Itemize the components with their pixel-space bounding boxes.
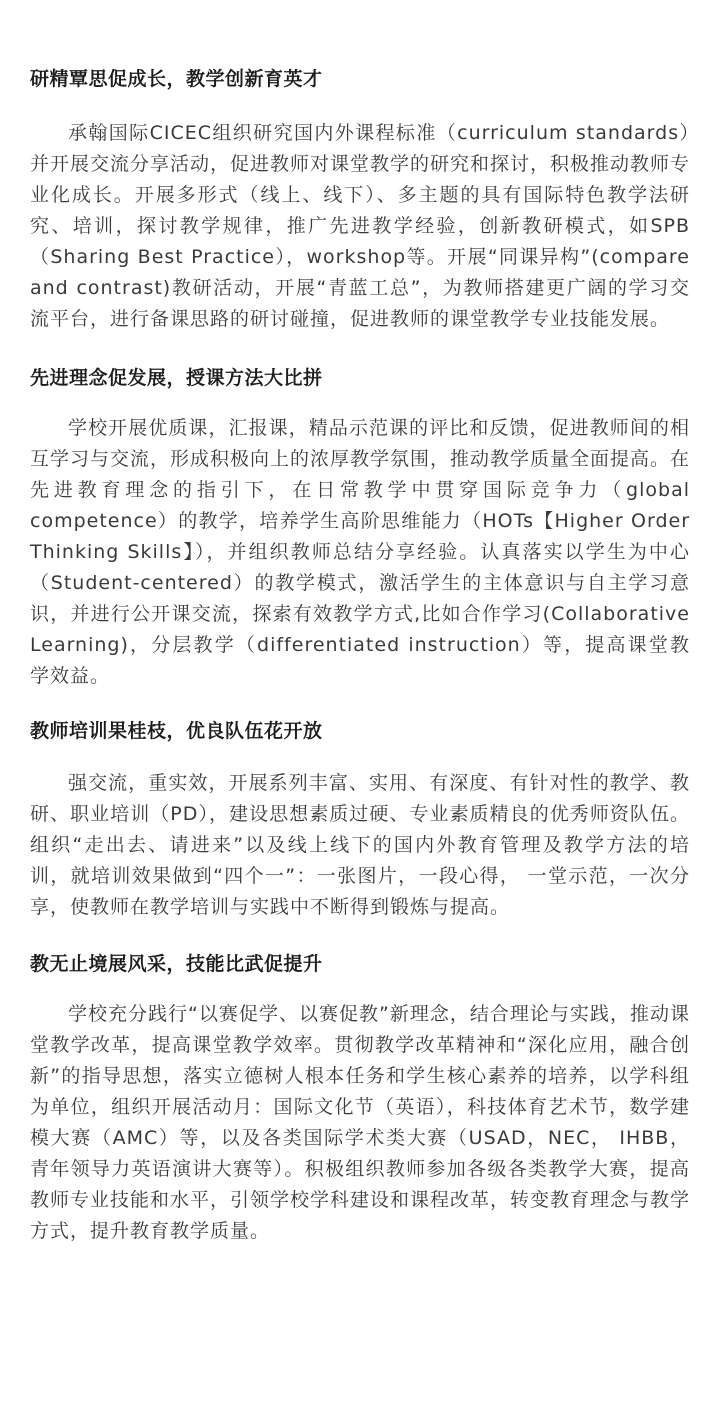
section-heading-concepts: 先进理念促发展，授课方法大比拼 — [30, 367, 323, 389]
section-body-training: 强交流，重实效，开展系列丰富、实用、有深度、有针对性的教学、教研、职业培训（PD），建设思想素质过硬、专业素质精良的优秀师资队伍。组织“走出去、请进来”以及线上线下的国内外教育管理及教学方法的培训，就培训效果做到“四个一”：一张图片，一段心得， 一堂示范，一次分享，使教师在教学培训与实践中不断得到锻炼与提高。 — [30, 772, 690, 918]
section-body-research: 承翰国际CICEC组织研究国内外课程标准（curriculum standards）并开展交流分享活动，促进教师对课堂教学的研究和探讨，积极推动教师专业化成长。开展多形式（线上、线下）、多主题的具有国际特色教学法研究、培训，探讨教学规律，推广先进教学经验，创新教研模式，如SPB（Sharing Best Practice），workshop等。开展“同课异构”(compare and contrast)教研活动，开展“青蓝工总”，为教师搭建更广阔的学习交流平台，进行备课思路的研讨碰撞，促进教师的课堂教学专业技能发展。 — [30, 122, 691, 330]
section-body-concepts: 学校开展优质课，汇报课，精品示范课的评比和反馈，促进教师间的相互学习与交流，形成积极向上的浓厚教学氛围，推动教学质量全面提高。在先进教育理念的指引下，在日常教学中贯穿国际竞争力（global competence）的教学，培养学生高阶思维能力（HOTs【Higher Order Thinking Skills】），并组织教师总结分享经验。认真落实以学生为中心（Student-centered）的教学模式，激活学生的主体意识与自主学习意识，并进行公开课交流，探索有效教学方式,比如合作学习(Collaborative Learning)，分层教学（differentiated instruction）等，提高课堂教学效益。 — [30, 417, 691, 687]
section-heading-research: 研精覃思促成长，教学创新育英才 — [30, 68, 323, 90]
section-body-competition: 学校充分践行“以赛促学、以赛促教”新理念，结合理论与实践，推动课堂教学改革，提高课堂教学效率。贯彻教学改革精神和“深化应用，融合创新”的指导思想，落实立德树人根本任务和学生核心素养的培养，以学科组为单位，组织开展活动月：国际文化节（英语），科技体育艺术节，数学建模大赛（AMC）等，以及各类国际学术类大赛（USAD，NEC， IHBB，青年领导力英语演讲大赛等）。积极组织教师参加各级各类教学大赛，提高教师专业技能和水平，引领学校学科建设和课程改革，转变教育理念与教学方式，提升教育教学质量。 — [30, 1003, 691, 1242]
article — [30, 62, 690, 1247]
section-heading-training: 教师培训果桂枝，优良队伍花开放 — [30, 720, 323, 742]
section-heading-competition: 教无止境展风采，技能比武促提升 — [30, 953, 323, 975]
